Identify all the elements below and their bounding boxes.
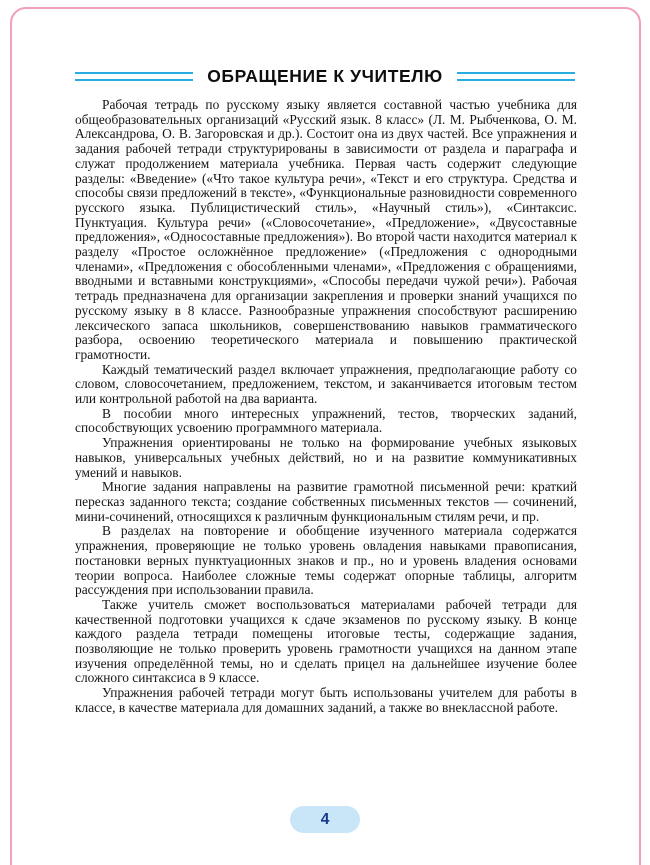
paragraph-intro: Рабочая тетрадь по русскому языку является составной частью учебника для общеобразовательных организаций «Русский язык. 8 класс» (Л. М. Рыбченкова, О. М. Александрова, О. В. Загоровская и др.). Состоит она из двух частей. Все упражнения и задания рабочей тетради структурированы в зависимости от раздела и параграфа и служат продолжением материала учебника. Первая часть содержит следующие разделы: «Введение» («Что такое культура речи», «Текст и его структура. Средства и способы связи предложений в тексте», «Функциональные разновидности современного русского языка. Публицистический стиль», «Научный стиль»), «Синтаксис. Пунктуация. Культура речи» («Словосочетание», «Предложение», «Двусоставные предложения», «Односоставные предложения»). Во второй части находится материал к разделу «Простое осложнённое предложение» («Предложения с однородными членами», «Предложения с обособленными членами», «Предложения с обращениями, вводными и вставными конструкциями», «Способы передачи чужой речи»). Рабочая тетрадь предназначена для организации закрепления и проверки знаний учащихся по русскому языку в 8 классе. Разнообразные упражнения способствуют расширению лексического запаса школьников, совершенствованию навыков грамматического разбора, освоению теоретического материала и повышению практической грамотности. xyxy=(75,97,577,362)
page-footer xyxy=(0,806,650,833)
body-text xyxy=(75,98,577,716)
title-rule-right-decoration xyxy=(457,72,575,81)
page-number: 4 xyxy=(320,810,330,828)
paragraph-usage: Упражнения рабочей тетради могут быть использованы учителем для работы в классе, в качестве материала для домашних заданий, а также во внеклассной работе. xyxy=(75,685,577,715)
page-title: ОБРАЩЕНИЕ К УЧИТЕЛЮ xyxy=(207,66,443,86)
paragraph-exams: Также учитель сможет воспользоваться материалами рабочей тетради для качественной подготовки учащихся к сдаче экзаменов по русскому языку. В конце каждого раздела тетради помещены итоговые тесты, содержащие задания, позволяющие не только проверить уровень грамотности учащихся на данном этапе изучения определённой темы, но и сделать прицел на дальнейшее изучение более сложного синтаксиса в 9 классе. xyxy=(75,596,577,686)
paragraph-exercises: В пособии много интересных упражнений, тестов, творческих заданий, способствующих усвоению программного материала. xyxy=(75,405,577,436)
title-rule-left-decoration xyxy=(75,72,193,81)
section-header xyxy=(75,66,575,87)
paragraph-skills: Упражнения ориентированы не только на формирование учебных языковых навыков, универсальных учебных действий, но и на развитие коммуникативных умений и навыков. xyxy=(75,435,577,480)
paragraph-sections: Каждый тематический раздел включает упражнения, предполагающие работу со словом, словосочетанием, предложением, текстом, и заканчивается итоговым тестом или контрольной работой на два варианта. xyxy=(75,361,577,407)
paragraph-review: В разделах на повторение и обобщение изученного материала содержатся упражнения, проверяющие не только уровень овладения навыками правописания, постановки верных пунктуационных знаков и пр., но и уровень владения основами теории вопроса. Наиболее сложные темы содержат опорные таблицы, алгоритм рассуждения при использовании правила. xyxy=(75,523,577,598)
page-number-badge xyxy=(290,806,360,833)
paragraph-writing: Многие задания направлены на развитие грамотной письменной речи: краткий пересказ заданного текста; создание собственных письменных текстов — сочинений, мини-сочинений, относящихся к различным функциональным стилям речи, и пр. xyxy=(75,479,577,524)
